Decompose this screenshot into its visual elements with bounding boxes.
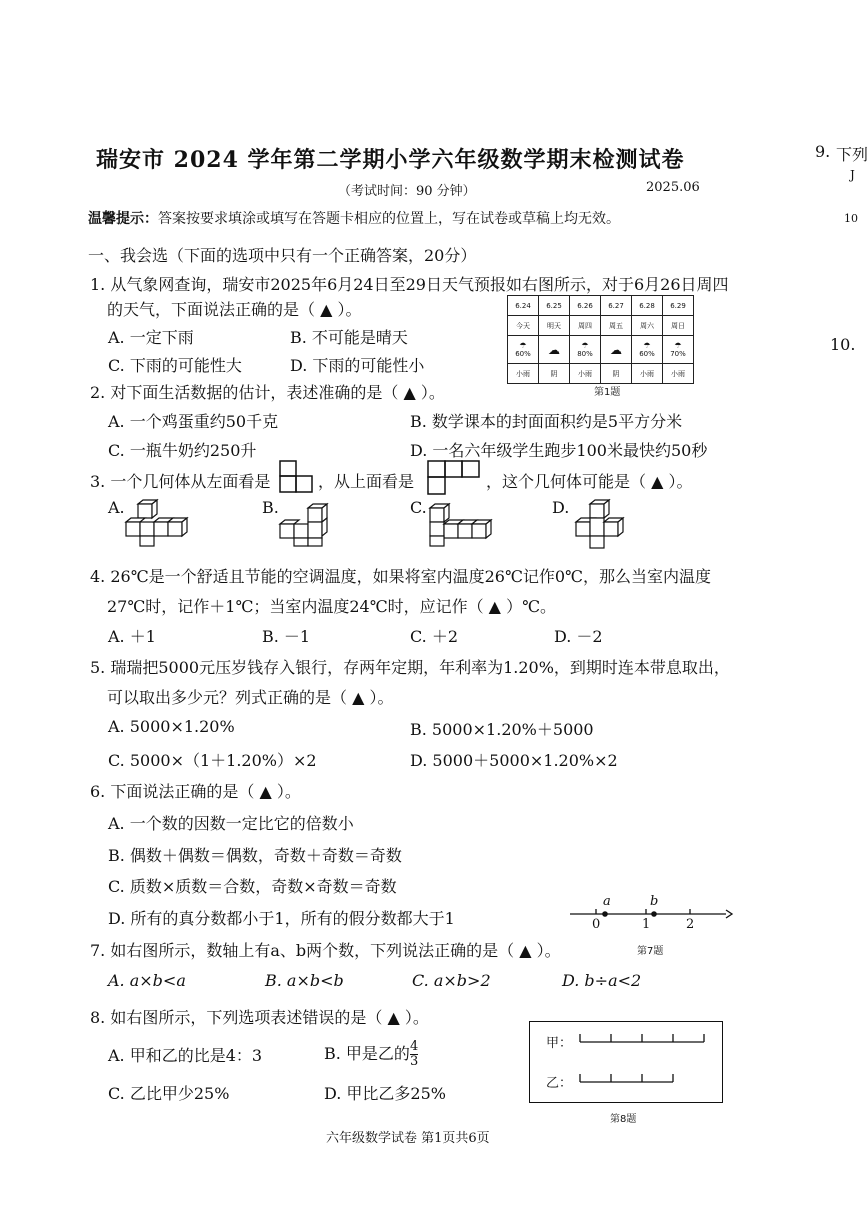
number-line-tick-2: 2 xyxy=(686,917,695,932)
weather-desc-row xyxy=(508,364,694,384)
side-fragment-10: 10 xyxy=(844,212,858,225)
weather-date: 6.27 xyxy=(601,296,632,316)
weather-cell-cloudy xyxy=(601,336,632,364)
q8-option-c: C. 乙比甲少25% xyxy=(108,1084,230,1103)
q8-stem: 8. 如右图所示，下列选项表述错误的是（ ▲ ）。 xyxy=(90,1008,429,1027)
q4-line1: 4. 26℃是一个舒适且节能的空调温度，如果将室内温度26℃记作0℃，那么当室内温度 xyxy=(90,567,711,586)
cube-figure-b xyxy=(278,504,348,548)
q6-stem: 6. 下面说法正确的是（ ▲ ）。 xyxy=(90,782,301,801)
weather-date: 6.24 xyxy=(508,296,539,316)
q2-option-d: D. 一名六年级学生跑步100米最快约50秒 xyxy=(410,441,708,460)
q3-part3: ，这个几何体可能是（ ▲ ）。 xyxy=(486,472,693,491)
q2-option-a: A. 一个鸡蛋重约50千克 xyxy=(108,412,279,431)
tip-text: 答案按要求填涂或填写在答题卡相应的位置上，写在试卷或草稿上均无效。 xyxy=(158,211,620,227)
weather-cell-rain xyxy=(632,336,663,364)
q7-option-c: C. a×b>2 xyxy=(412,971,491,990)
q1-option-a: A. 一定下雨 xyxy=(108,328,194,347)
q7-option-a: A. a×b<a xyxy=(108,971,186,990)
weather-desc: 小雨 xyxy=(632,364,663,384)
cloud-icon: ☁ xyxy=(548,342,560,357)
tip-label: 温馨提示： xyxy=(88,211,158,227)
q4-option-a: A. ＋1 xyxy=(108,627,156,646)
weather-day: 今天 xyxy=(508,316,539,336)
q2-option-c: C. 一瓶牛奶约250升 xyxy=(108,441,257,460)
q6-option-d: D. 所有的真分数都小于1，所有的假分数都大于1 xyxy=(108,909,455,928)
side-fragment-9: 下列 xyxy=(836,145,868,164)
q7-stem: 7. 如右图所示，数轴上有a、b两个数，下列说法正确的是（ ▲ ）。 xyxy=(90,941,561,960)
tip xyxy=(88,208,620,228)
weather-cell-rain xyxy=(663,336,694,364)
q4-line2: 27℃时，记作＋1℃；当室内温度24℃时，应记作（ ▲ ）℃。 xyxy=(107,597,556,616)
q3-option-c-label: C. xyxy=(410,498,427,517)
q4-option-c: C. ＋2 xyxy=(410,627,459,646)
q6-option-c: C. 质数×质数＝合数，奇数×奇数＝奇数 xyxy=(108,877,397,896)
weather-date: 6.26 xyxy=(570,296,601,316)
q3-option-d-label: D. xyxy=(552,498,570,517)
cloud-icon: ☁ xyxy=(610,342,622,357)
q1-option-b: B. 不可能是晴天 xyxy=(290,328,408,347)
q3-part2: ，从上面看是 xyxy=(318,472,415,491)
side-number-9: 9. xyxy=(815,142,831,161)
page-footer: 六年级数学试卷 第1页共6页 xyxy=(326,1131,490,1146)
cube-figure-d xyxy=(572,500,642,550)
weather-cell-rain xyxy=(508,336,539,364)
cube-figure-a xyxy=(124,500,194,548)
weather-desc: 阴 xyxy=(601,364,632,384)
q8-option-d: D. 甲比乙多25% xyxy=(324,1084,446,1103)
rain-cloud-icon: ☂ xyxy=(519,341,527,350)
q6-option-b: B. 偶数＋偶数＝偶数，奇数＋奇数＝奇数 xyxy=(108,846,402,865)
q5-line2: 可以取出多少元？列式正确的是（ ▲ ）。 xyxy=(107,688,394,707)
q8-option-b xyxy=(324,1040,418,1069)
ratio-bars xyxy=(576,1030,716,1090)
weather-cell-rain xyxy=(570,336,601,364)
weather-date: 6.29 xyxy=(663,296,694,316)
q2-option-b: B. 数学课本的封面面积约是5平方分米 xyxy=(410,412,683,431)
side-number-10: 10. xyxy=(830,335,856,354)
q3-option-a-label: A. xyxy=(108,498,125,517)
rain-cloud-icon: ☂ xyxy=(581,341,589,350)
weather-day: 明天 xyxy=(539,316,570,336)
rain-probability: 70% xyxy=(670,350,686,358)
rain-cloud-icon: ☂ xyxy=(643,341,651,350)
q5-option-a: A. 5000×1.20% xyxy=(108,717,235,736)
weather-desc: 小雨 xyxy=(570,364,601,384)
rain-cloud-icon: ☂ xyxy=(674,341,682,350)
q5-option-c: C. 5000×（1＋1.20%）×2 xyxy=(108,751,317,770)
q8-caption: 第8题 xyxy=(610,1114,637,1125)
weather-table xyxy=(507,295,694,384)
weather-days-row xyxy=(508,316,694,336)
q8-option-b-text: B. 甲是乙的 xyxy=(324,1044,410,1063)
q6-option-a: A. 一个数的因数一定比它的倍数小 xyxy=(108,814,354,833)
rain-probability: 80% xyxy=(577,350,593,358)
weather-day: 周日 xyxy=(663,316,694,336)
weather-desc: 小雨 xyxy=(508,364,539,384)
q4-option-b: B. －1 xyxy=(262,627,311,646)
q7-option-b: B. a×b<b xyxy=(265,971,344,990)
diagram-label-jia: 甲： xyxy=(546,1036,573,1051)
q1-option-d: D. 下雨的可能性小 xyxy=(290,356,425,375)
q5-option-b: B. 5000×1.20%＋5000 xyxy=(410,720,594,739)
rain-probability: 60% xyxy=(639,350,655,358)
fraction-four-thirds xyxy=(410,1040,418,1069)
number-line-a-label: a xyxy=(603,894,611,909)
number-line-b-label: b xyxy=(650,894,659,909)
number-line-tick-0: 0 xyxy=(592,917,601,932)
q1-line2: 的天气，下面说法正确的是（ ▲ ）。 xyxy=(107,300,362,319)
side-fragment-j: J xyxy=(850,168,855,182)
q1-caption: 第1题 xyxy=(594,387,621,398)
cube-figure-c xyxy=(426,504,496,548)
q1-option-c: C. 下雨的可能性大 xyxy=(108,356,242,375)
weather-icons-row xyxy=(508,336,694,364)
page-title: 瑞安市 2024 学年第二学期小学六年级数学期末检测试卷 xyxy=(96,147,685,173)
exam-time: （考试时间：90 分钟） xyxy=(338,184,476,199)
weather-dates-row xyxy=(508,296,694,316)
q3-part1: 3. 一个几何体从左面看是 xyxy=(90,472,271,491)
exam-date: 2025.06 xyxy=(646,180,700,195)
q4-option-d: D. －2 xyxy=(554,627,603,646)
weather-desc: 阴 xyxy=(539,364,570,384)
weather-day: 周四 xyxy=(570,316,601,336)
q5-option-d: D. 5000＋5000×1.20%×2 xyxy=(410,751,618,770)
q5-line1: 5. 瑞瑞把5000元压岁钱存入银行，存两年定期，年利率为1.20%，到期时连本带息取出， xyxy=(90,658,730,677)
q7-caption: 第7题 xyxy=(637,946,664,957)
left-view-icon xyxy=(279,460,315,494)
weather-day: 周六 xyxy=(632,316,663,336)
weather-date: 6.25 xyxy=(539,296,570,316)
q2-stem: 2. 对下面生活数据的估计，表述准确的是（ ▲ ）。 xyxy=(90,383,445,402)
q8-option-a: A. 甲和乙的比是4：3 xyxy=(108,1046,263,1065)
diagram-label-yi: 乙： xyxy=(546,1076,573,1091)
fraction-numerator: 4 xyxy=(409,1039,419,1054)
weather-day: 周五 xyxy=(601,316,632,336)
q7-option-d: D. b÷a<2 xyxy=(562,971,642,990)
weather-cell-cloudy xyxy=(539,336,570,364)
top-view-icon xyxy=(427,460,483,496)
weather-date: 6.28 xyxy=(632,296,663,316)
section-heading: 一、我会选（下面的选项中只有一个正确答案，20分） xyxy=(88,246,477,265)
number-line-tick-1: 1 xyxy=(642,917,651,932)
rain-probability: 60% xyxy=(515,350,531,358)
fraction-denominator: 3 xyxy=(409,1054,419,1069)
q1-line1: 1. 从气象网查询，瑞安市2025年6月24日至29日天气预报如右图所示，对于6月26日周四 xyxy=(90,275,729,294)
weather-desc: 小雨 xyxy=(663,364,694,384)
q3-option-b-label: B. xyxy=(262,498,279,517)
